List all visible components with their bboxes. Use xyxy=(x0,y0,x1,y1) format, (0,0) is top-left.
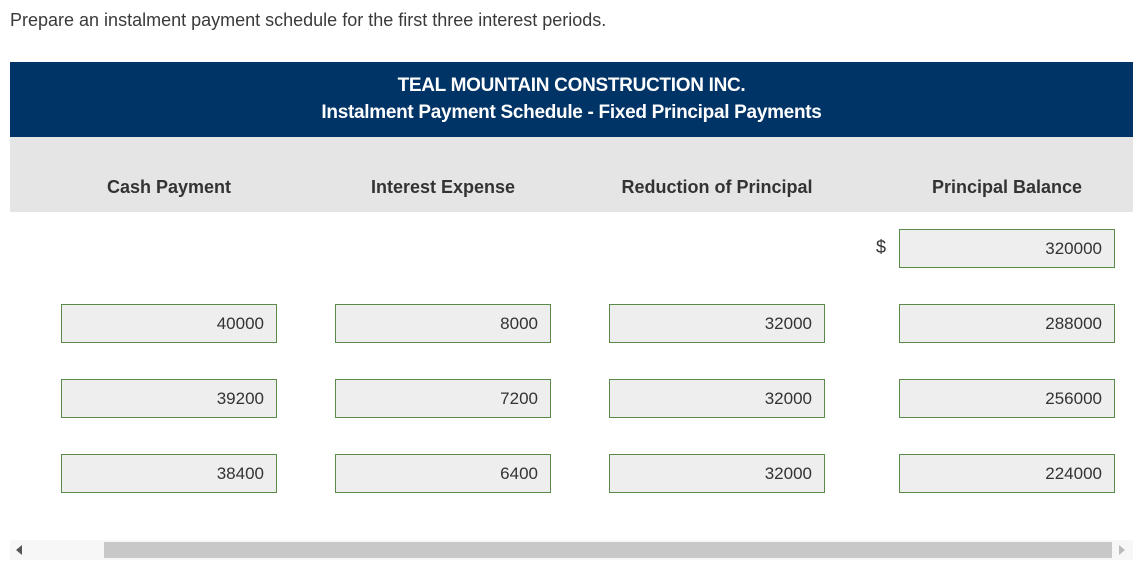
column-header-interest-expense: Interest Expense xyxy=(370,177,516,197)
instruction-text: Prepare an instalment payment schedule for the first three interest periods. xyxy=(10,10,607,30)
horizontal-scrollbar[interactable] xyxy=(10,540,1133,560)
schedule-title: Instalment Payment Schedule - Fixed Principal Payments xyxy=(321,102,822,123)
cash-payment-field[interactable]: 38400 xyxy=(61,454,277,493)
reduction-of-principal-field[interactable]: 32000 xyxy=(609,379,825,418)
currency-symbol: $ xyxy=(876,237,887,257)
scroll-left-arrow-icon[interactable] xyxy=(16,545,22,555)
schedule-header xyxy=(10,62,1133,137)
column-header-reduction-of-principal: Reduction of Principal xyxy=(621,177,813,197)
company-name: TEAL MOUNTAIN CONSTRUCTION INC. xyxy=(397,75,746,96)
principal-balance-field[interactable]: 288000 xyxy=(899,304,1115,343)
principal-balance-field[interactable]: 224000 xyxy=(899,454,1115,493)
scrollbar-thumb[interactable] xyxy=(104,542,1112,558)
column-header-row xyxy=(10,137,1133,212)
interest-expense-field[interactable]: 7200 xyxy=(335,379,551,418)
opening-principal-balance-field[interactable]: 320000 xyxy=(899,229,1115,268)
scroll-right-arrow-icon[interactable] xyxy=(1119,545,1125,555)
principal-balance-field[interactable]: 256000 xyxy=(899,379,1115,418)
interest-expense-field[interactable]: 6400 xyxy=(335,454,551,493)
cash-payment-field[interactable]: 39200 xyxy=(61,379,277,418)
reduction-of-principal-field[interactable]: 32000 xyxy=(609,454,825,493)
cash-payment-field[interactable]: 40000 xyxy=(61,304,277,343)
column-header-principal-balance: Principal Balance xyxy=(931,177,1083,197)
column-header-cash-payment: Cash Payment xyxy=(106,177,232,197)
reduction-of-principal-field[interactable]: 32000 xyxy=(609,304,825,343)
interest-expense-field[interactable]: 8000 xyxy=(335,304,551,343)
